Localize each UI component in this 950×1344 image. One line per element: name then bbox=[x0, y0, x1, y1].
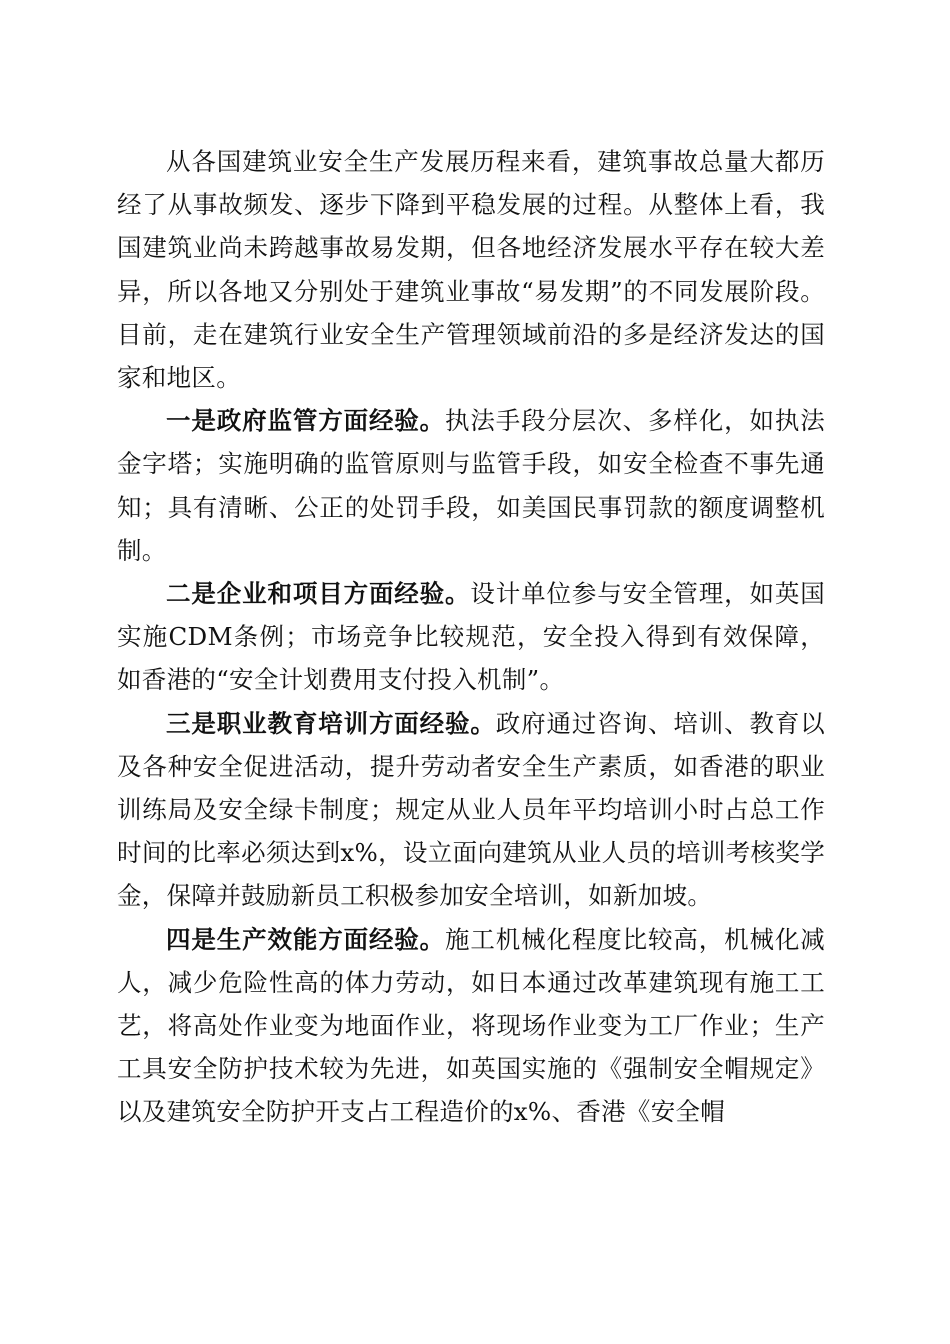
paragraph-production-efficiency bbox=[117, 918, 825, 1134]
paragraph-text: 从各国建筑业安全生产发展历程来看，建筑事故总量大都历经了从事故频发、逐步下降到平稳发展的过程。从整体上看，我国建筑业尚未跨越事故易发期，但各地经济发展水平存在较大差异，所以各地又分别处于建筑业事故“易发期”的不同发展阶段。目前，走在建筑行业安全生产管理领域前沿的多是经济发达的国家和地区。 bbox=[117, 147, 825, 393]
document-page bbox=[117, 140, 825, 1134]
paragraph-text: 设计单位参与安全管理，如英国实施CDM条例；市场竞争比较规范，安全投入得到有效保障，如香港的“安全计划费用支付投入机制”。 bbox=[117, 579, 825, 695]
paragraph-text: 施工机械化程度比较高，机械化减人，减少危险性高的体力劳动，如日本通过改革建筑现有施工工艺，将高处作业变为地面作业，将现场作业变为工厂作业；生产工具安全防护技术较为先进，如英国实施的《强制安全帽规定》以及建筑安全防护开支占工程造价的x%、香港《安全帽 bbox=[117, 924, 825, 1127]
paragraph-government-regulation bbox=[117, 399, 825, 572]
paragraph-lead: 二是企业和项目方面经验。 bbox=[166, 579, 471, 609]
paragraph-text: 政府通过咨询、培训、教育以及各种安全促进活动，提升劳动者安全生产素质，如香港的职业训练局及安全绿卡制度；规定从业人员年平均培训小时占总工作时间的比率必须达到x%，设立面向建筑从业人员的培训考核奖学金，保障并鼓励新员工积极参加安全培训，如新加坡。 bbox=[117, 708, 825, 911]
paragraph-text: 执法手段分层次、多样化，如执法金字塔；实施明确的监管原则与监管手段，如安全检查不事先通知；具有清晰、公正的处罚手段，如美国民事罚款的额度调整机制。 bbox=[117, 406, 825, 565]
paragraph-enterprise-project bbox=[117, 572, 825, 702]
paragraph-lead: 一是政府监管方面经验。 bbox=[166, 406, 446, 436]
paragraph-vocational-training bbox=[117, 702, 825, 918]
paragraph-lead: 三是职业教育培训方面经验。 bbox=[166, 708, 496, 738]
paragraph-intro bbox=[117, 140, 825, 399]
paragraph-lead: 四是生产效能方面经验。 bbox=[166, 924, 446, 954]
